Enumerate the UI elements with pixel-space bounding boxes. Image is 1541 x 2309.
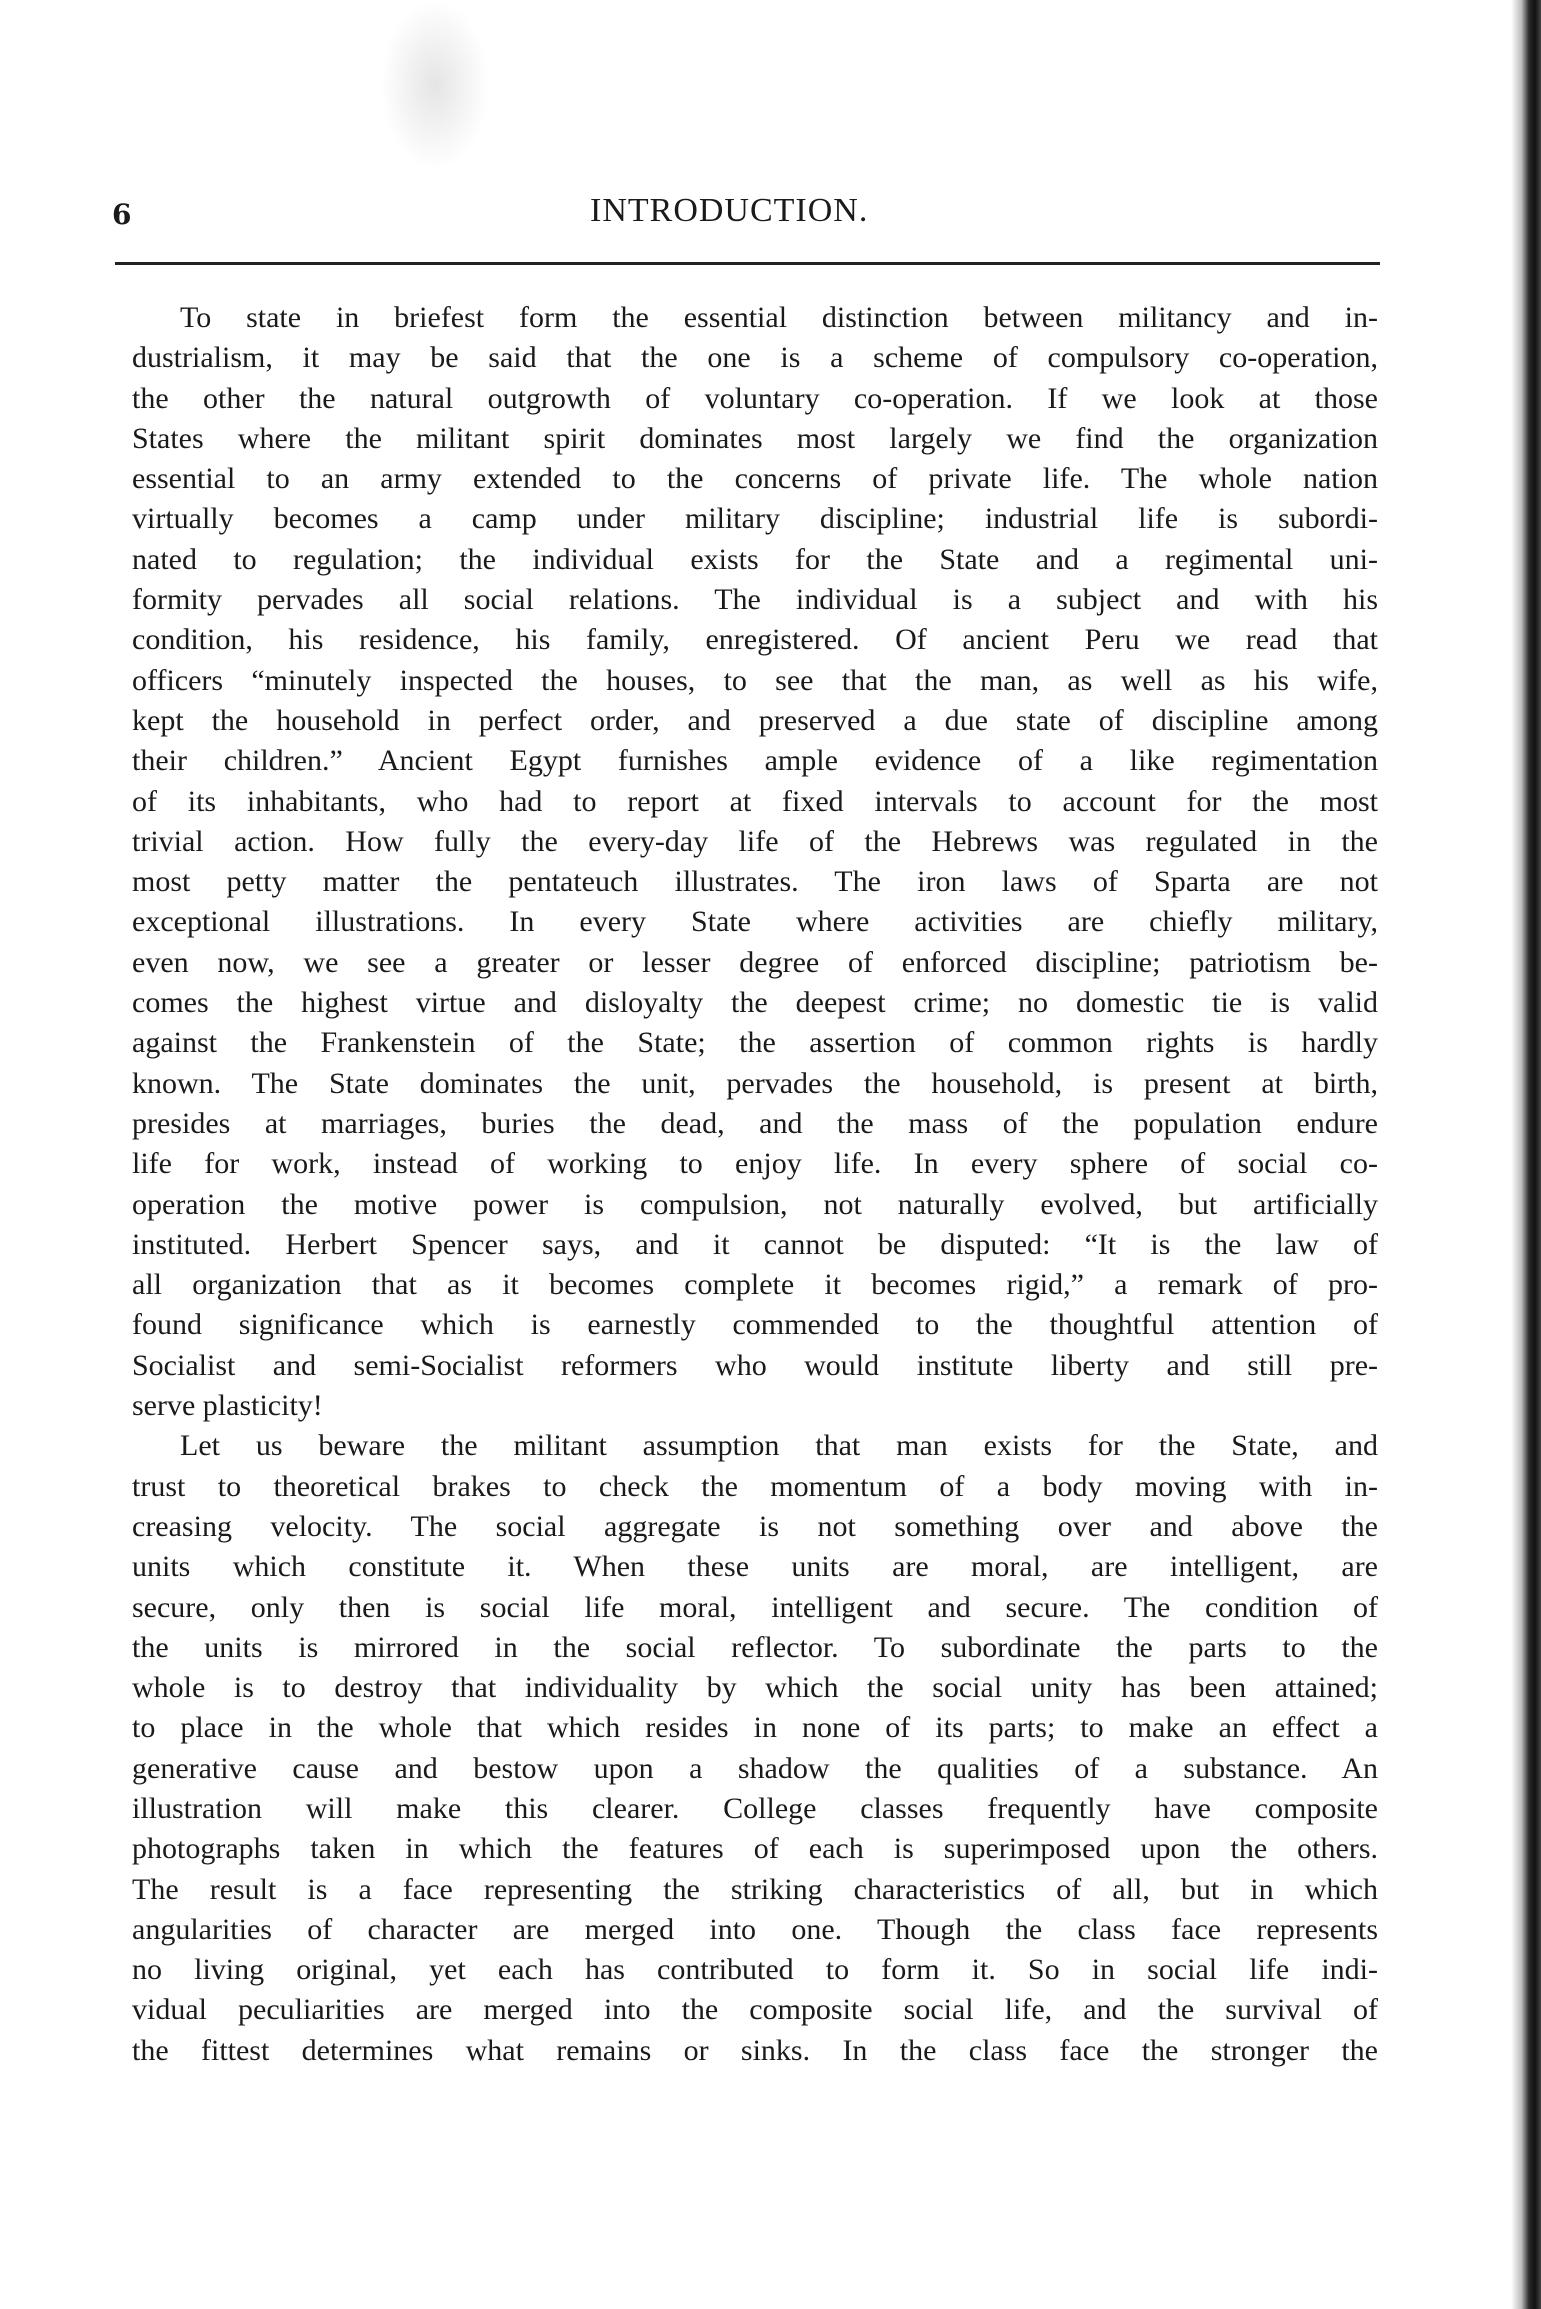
text-line: States where the militant spirit dominates most largely we find the organization (132, 421, 1378, 455)
text-line: presides at marriages, buries the dead, and the mass of the population endure (132, 1106, 1378, 1140)
text-line: whole is to destroy that individuality by which the social unity has been attained; (132, 1671, 1378, 1705)
text-line: nated to regulation; the individual exists for the State and a regimental uni- (132, 542, 1378, 576)
scan-smudge (380, 0, 490, 170)
text-line: To state in briefest form the essential distinction between militancy and in- (180, 301, 1378, 334)
text-line: serve plasticity! (132, 1389, 323, 1423)
text-line: comes the highest virtue and disloyalty the deepest crime; no domestic tie is valid (132, 986, 1378, 1020)
text-line: Socialist and semi-Socialist reformers who would institute liberty and still pre- (132, 1348, 1378, 1382)
text-line: operation the motive power is compulsion, not naturally evolved, but artificially (132, 1187, 1378, 1221)
text-line: exceptional illustrations. In every State where activities are chiefly military, (132, 905, 1378, 939)
text-line: found significance which is earnestly commended to the thoughtful attention of (132, 1308, 1378, 1342)
page-number: 6 (112, 198, 132, 231)
text-line: trust to theoretical brakes to check the momentum of a body moving with in- (132, 1469, 1378, 1503)
text-line: units which constitute it. When these units are moral, are intelligent, are (132, 1550, 1378, 1584)
text-line: officers “minutely inspected the houses, to see that the man, as well as his wife, (132, 663, 1378, 697)
text-line: angularities of character are merged into one. Though the class face represents (132, 1912, 1378, 1946)
text-line: creasing velocity. The social aggregate is not something over and above the (132, 1509, 1378, 1543)
body-text (132, 298, 1378, 2071)
text-line: The result is a face representing the striking characteristics of all, but in which (132, 1872, 1378, 1906)
text-line: the other the natural outgrowth of voluntary co-operation. If we look at those (132, 381, 1378, 415)
text-line: dustrialism, it may be said that the one is a scheme of compulsory co-operation, (132, 341, 1378, 375)
paragraph-1 (132, 298, 1378, 1426)
text-line: essential to an army extended to the concerns of private life. The whole nation (132, 462, 1378, 496)
text-line: illustration will make this clearer. College classes frequently have composite (132, 1791, 1378, 1825)
text-line: photographs taken in which the features of each is superimposed upon the others. (132, 1832, 1378, 1866)
text-line: the units is mirrored in the social reflector. To subordinate the parts to the (132, 1630, 1378, 1664)
text-line: Let us beware the militant assumption that man exists for the State, and (180, 1429, 1378, 1463)
text-line: to place in the whole that which resides in none of its parts; to make an effect a (132, 1711, 1378, 1745)
text-line: most petty matter the pentateuch illustrates. The iron laws of Sparta are not (132, 865, 1378, 899)
text-line: life for work, instead of working to enjoy life. In every sphere of social co- (132, 1147, 1378, 1181)
header-rule (115, 262, 1380, 265)
text-line: condition, his residence, his family, enregistered. Of ancient Peru we read that (132, 623, 1378, 657)
text-line: of its inhabitants, who had to report at fixed intervals to account for the most (132, 784, 1378, 818)
text-line: no living original, yet each has contributed to form it. So in social life indi- (132, 1953, 1378, 1987)
paragraph-2 (132, 1426, 1378, 2071)
text-line: the fittest determines what remains or sinks. In the class face the stronger the (132, 2033, 1378, 2067)
text-line: their children.” Ancient Egypt furnishes ample evidence of a like regimentation (132, 744, 1378, 778)
text-line: even now, we see a greater or lesser degree of enforced discipline; patriotism be- (132, 945, 1378, 979)
text-line: formity pervades all social relations. The individual is a subject and with his (132, 583, 1378, 617)
scan-edge-shadow (1511, 0, 1541, 2309)
text-line: kept the household in perfect order, and preserved a due state of discipline among (132, 703, 1378, 737)
text-line: known. The State dominates the unit, pervades the household, is present at birth, (132, 1066, 1378, 1100)
text-line: secure, only then is social life moral, intelligent and secure. The condition of (132, 1590, 1378, 1624)
text-line: generative cause and bestow upon a shadow the qualities of a substance. An (132, 1751, 1378, 1785)
page-header (0, 188, 1541, 238)
text-line: instituted. Herbert Spencer says, and it cannot be disputed: “It is the law of (132, 1227, 1378, 1261)
text-line: virtually becomes a camp under military discipline; industrial life is subordi- (132, 502, 1378, 536)
text-line: trivial action. How fully the every-day life of the Hebrews was regulated in the (132, 824, 1378, 858)
text-line: vidual peculiarities are merged into the composite social life, and the survival of (132, 1993, 1378, 2027)
running-head: INTRODUCTION. (590, 192, 869, 229)
text-line: all organization that as it becomes complete it becomes rigid,” a remark of pro- (132, 1268, 1378, 1302)
text-line: against the Frankenstein of the State; the assertion of common rights is hardly (132, 1026, 1378, 1060)
